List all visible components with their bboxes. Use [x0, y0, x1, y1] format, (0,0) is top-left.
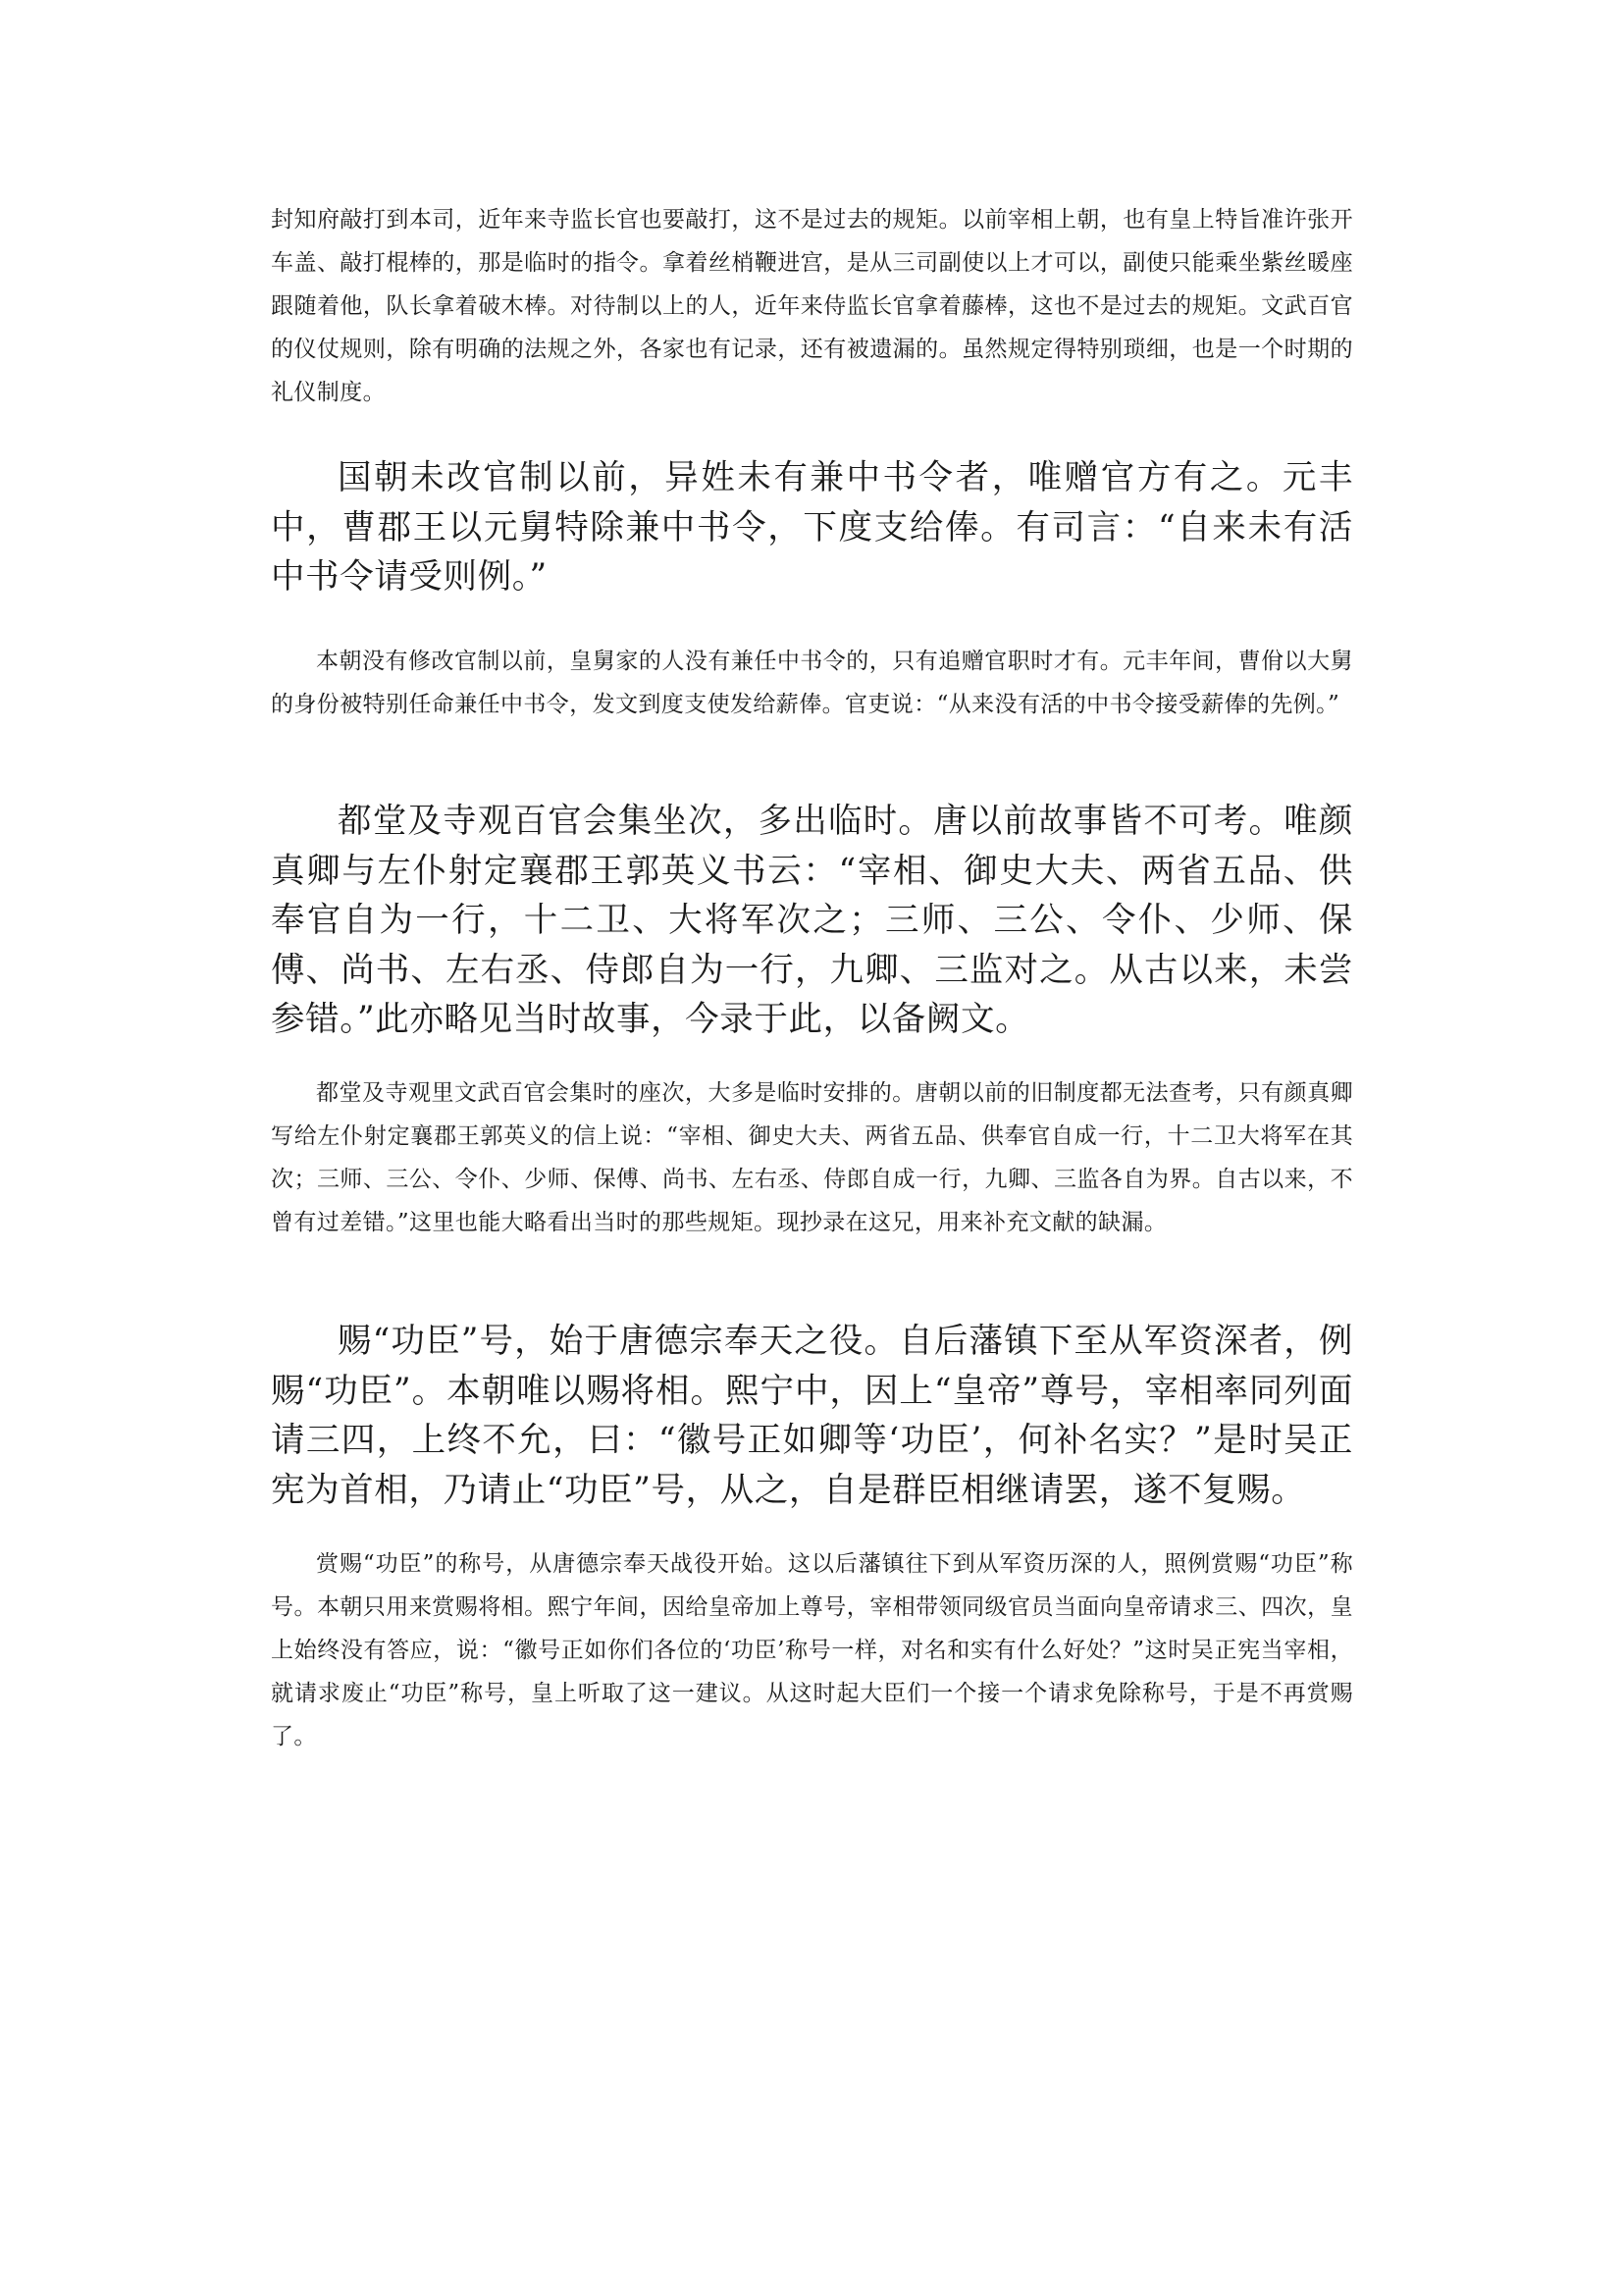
translation-paragraph-4: 赏赐“功臣”的称号，从唐德宗奉天战役开始。这以后藩镇往下到从军资历深的人，照例赏赐“功臣”称号。本朝只用来赏赐将相。熙宁年间，因给皇帝加上尊号，宰相带领同级官员当面向皇帝请求三、四次，皇上始终没有答应，说：“徽号正如你们各位的‘功臣’称号一样，对名和实有什么好处？”这时吴正宪当宰相，就请求废止“功臣”称号，皇上听取了这一建议。从这时起大臣们一个接一个请求免除称号，于是不再赏赐了。 [271, 1551, 1353, 1749]
original-paragraph-2: 都堂及寺观百官会集坐次，多出临时。唐以前故事皆不可考。唯颜真卿与左仆射定襄郡王郭英义书云：“宰相、御史大夫、两省五品、供奉官自为一行，十二卫、大将军次之；三师、三公、令仆、少师、保傅、尚书、左右丞、侍郎自为一行，九卿、三监对之。从古以来，未尝参错。”此亦略见当时故事，今录于此，以备阙文。 [271, 802, 1353, 1039]
original-paragraph-3: 赐“功臣”号，始于唐德宗奉天之役。自后藩镇下至从军资深者，例赐“功臣”。本朝唯以赐将相。熙宁中，因上“皇帝”尊号，宰相率同列面请三四，上终不允，曰：“徽号正如卿等‘功臣’，何补名实？”是时吴正宪为首相，乃请止“功臣”号，从之，自是群臣相继请罢，遂不复赐。 [271, 1322, 1353, 1510]
translation-paragraph-3: 都堂及寺观里文武百官会集时的座次，大多是临时安排的。唐朝以前的旧制度都无法查考，只有颜真卿写给左仆射定襄郡王郭英义的信上说：“宰相、御史大夫、两省五品、供奉官自成一行，十二卫大将军在其次；三师、三公、令仆、少师、保傅、尚书、左右丞、侍郎自成一行，九卿、三监各自为界。自古以来，不曾有过差错。”这里也能大略看出当时的那些规矩。现抄录在这兄，用来补充文献的缺漏。 [271, 1080, 1353, 1235]
original-paragraph-1: 国朝未改官制以前，异姓未有兼中书令者，唯赠官方有之。元丰中，曹郡王以元舅特除兼中书令，下度支给俸。有司言：“自来未有活中书令请受则例。” [271, 458, 1353, 597]
translation-paragraph-2: 本朝没有修改官制以前，皇舅家的人没有兼任中书令的，只有追赠官职时才有。元丰年间，曹佾以大舅的身份被特别任命兼任中书令，发文到度支使发给薪俸。官吏说：“从来没有活的中书令接受薪俸的先例。” [271, 649, 1353, 717]
translation-paragraph-1: 封知府敲打到本司，近年来寺监长官也要敲打，这不是过去的规矩。以前宰相上朝，也有皇上特旨准许张开车盖、敲打棍棒的，那是临时的指令。拿着丝梢鞭进宫，是从三司副使以上才可以，副使只能乘坐紫丝暖座跟随着他，队长拿着破木棒。对待制以上的人，近年来侍监长官拿着藤棒，这也不是过去的规矩。文武百官的仪仗规则，除有明确的法规之外，各家也有记录，还有被遗漏的。虽然规定得特别琐细，也是一个时期的礼仪制度。 [271, 207, 1353, 405]
